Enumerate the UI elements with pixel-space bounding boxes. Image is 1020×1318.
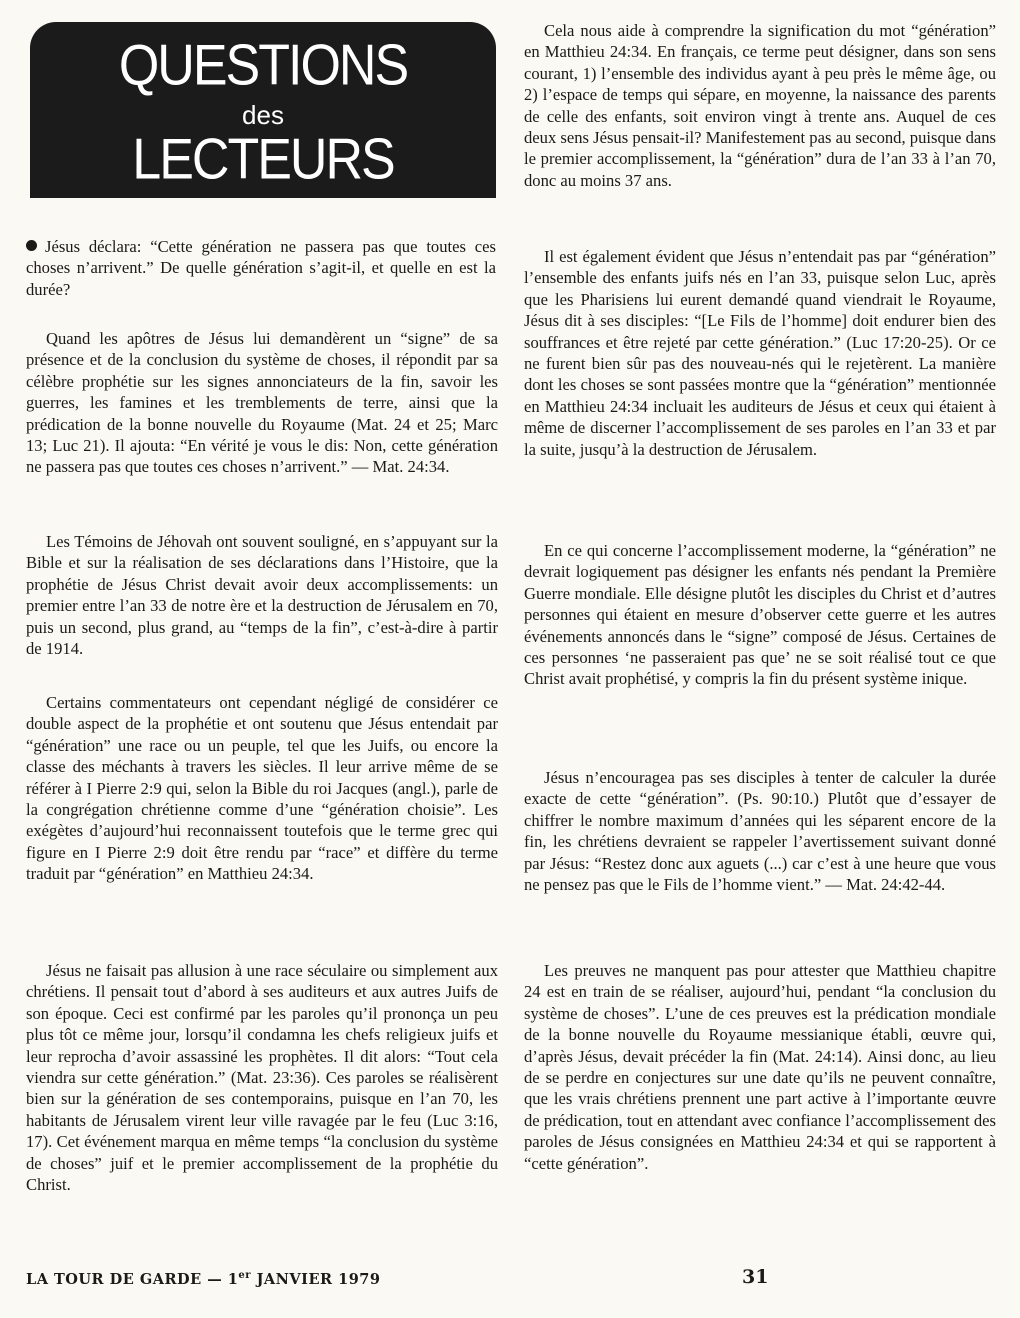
banner-title-questions: QUESTIONS xyxy=(118,34,408,98)
page-number: 31 xyxy=(742,1266,769,1288)
reader-question xyxy=(26,236,496,300)
bullet-icon xyxy=(26,240,37,251)
article-paragraph: Jésus ne faisait pas allusion à une race séculaire ou simplement aux chrétiens. Il pensait tout d’abord à ses auditeurs et aux autres Juifs de son époque. Ceci est confirmé par les paroles qu’il prononça un peu plus tôt ce même jour, lorsqu’il condamna les chefs religieux juifs et leur reprocha d’avoir assassiné les prophètes. Il dit alors: “Tout cela viendra sur cette génération.” (Mat. 23:36). Ces paroles se réalisèrent bien sur la génération de ses contemporains, puisque en l’an 70, les habitants de Jérusalem virent leur ville ravagée par le feu (Luc 3:16, 17). Cet événement marqua en même temps “la conclusion du système de choses” juif et le premier accomplissement de la prophétie du Christ. xyxy=(26,961,498,1195)
banner-title-des: des xyxy=(242,100,284,130)
article-paragraph: Certains commentateurs ont cependant négligé de considérer ce double aspect de la prophétie et ont soutenu que Jésus entendait par “génération” une race ou un peuple, tel que les Juifs, ou encore la classe des méchants à travers les siècles. Il leur arrive même de se référer à I Pierre 2:9 qui, selon la Bible du roi Jacques (angl.), parle de la congrégation chrétienne comme d’une “génération choisie”. Les exégètes d’aujourd’hui reconnaissent toutefois que le terme grec qui figure en I Pierre 2:9 doit être rendu par “race” et diffère du terme traduit par “génération” en Matthieu 24:34. xyxy=(26,693,498,884)
issue-day: 1 xyxy=(227,1270,239,1288)
publication-name: LA TOUR DE GARDE — xyxy=(26,1270,223,1288)
article-paragraph: En ce qui concerne l’accomplissement moderne, la “génération” ne devrait logiquement pas désigner les enfants nés pendant la Première Guerre mondiale. Elle désigne plutôt les disciples du Christ et d’autres personnes qui étaient en mesure d’observer cette guerre et les autres événements annoncés dans le “signe” composé de Jésus. Certaines de ces personnes ‘ne passeraient pas que’ ne se soit réalisé tout ce que Christ avait prophétisé, y compris la fin du présent système inique. xyxy=(524,541,996,689)
section-banner xyxy=(30,22,496,198)
article-paragraph: Il est également évident que Jésus n’entendait pas par “génération” l’ensemble des enfants juifs nés en l’an 33, puisque selon Luc, après que les Pharisiens lui eurent demandé quand viendrait le Royaume, Jésus dit à ses disciples: “[Le Fils de l’homme] doit endurer bien des souffrances et être rejeté par cette génération.” (Luc 17:20-25). Or ce ne furent bien sûr pas des nouveau-nés qui le rejetèrent. La manière dont les choses se sont passées montre que la “génération” mentionnée en Matthieu 24:34 incluait les auditeurs de Jésus et ceux qui étaient à même de discerner l’accomplissement de ses paroles en l’an 33 et par la suite, jusqu’à la destruction de Jérusalem. xyxy=(524,247,996,459)
article-paragraph: Jésus n’encouragea pas ses disciples à tenter de calculer la durée exacte de cette “génération”. (Ps. 90:10.) Plutôt que d’essayer de chiffrer le nombre maximum d’années qui les séparent encore de la fin, les chrétiens devraient se rappeler l’avertissement suivant donné par Jésus: “Restez donc aux aguets (...) car c’est à une heure que vous ne pensez pas que le Fils de l’homme vient.” — Mat. 24:42-44. xyxy=(524,768,996,895)
article-paragraph: Les Témoins de Jéhovah ont souvent souligné, en s’appuyant sur la Bible et sur la réalisation de ses déclarations dans l’Histoire, que la prophétie de Jésus Christ devait avoir deux accomplissements: un premier entre l’an 33 de notre ère et la destruction de Jérusalem en 70, puis un second, plus grand, au “temps de la fin”, c’est-à-dire à partir de 1914. xyxy=(26,532,498,659)
footer-publication xyxy=(26,1270,380,1288)
question-text: Jésus déclara: “Cette génération ne passera pas que toutes ces choses n’arrivent.” De quelle génération s’agit-il, et quelle en est la durée? xyxy=(26,237,496,299)
article-paragraph: Quand les apôtres de Jésus lui demandèrent un “signe” de sa présence et de la conclusion du système de choses, il répondit par sa célèbre prophétie sur les signes annonciateurs de la fin, savoir les guerres, les famines et les tremblements de terre, ainsi que la prédication de la bonne nouvelle du Royaume (Mat. 24 et 25; Marc 13; Luc 21). Il ajouta: “En vérité je vous le dis: Non, cette génération ne passera pas que toutes ces choses n’arrivent.” — Mat. 24:34. xyxy=(26,329,498,477)
banner-title-lecteurs: LECTEURS xyxy=(132,128,394,192)
article-paragraph: Les preuves ne manquent pas pour attester que Matthieu chapitre 24 est en train de se réaliser, aujourd’hui, pendant “la conclusion du système de choses”. L’une de ces preuves est la prédication mondiale de la bonne nouvelle du Royaume messianique établi, œuvre qui, d’après Jésus, devait précéder la fin (Mat. 24:14). Ainsi donc, au lieu de se perdre en conjectures sur une date qu’ils ne peuvent connaître, que les vrais chrétiens prennent une part active à l’importante œuvre de prédication, tout en attendant avec confiance l’accomplissement des paroles de Jésus consignées en Matthieu 24:34 et qui se rapportent à “cette génération”. xyxy=(524,961,996,1173)
article-paragraph: Cela nous aide à comprendre la signification du mot “génération” en Matthieu 24:34. En français, ce terme peut désigner, dans son sens courant, 1) l’ensemble des individus ayant à peu près le même âge, ou 2) l’espace de temps qui sépare, en moyenne, la naissance des parents de celle des enfants, soit environ vingt à trente ans. Auquel de ces deux sens Jésus pensait-il? Manifestement pas au second, puisque dans le premier accomplissement, la “génération” dura de l’an 33 à l’an 70, donc au moins 37 ans. xyxy=(524,21,996,190)
issue-month-year: JANVIER 1979 xyxy=(256,1270,381,1288)
issue-day-suffix: er xyxy=(238,1270,251,1281)
